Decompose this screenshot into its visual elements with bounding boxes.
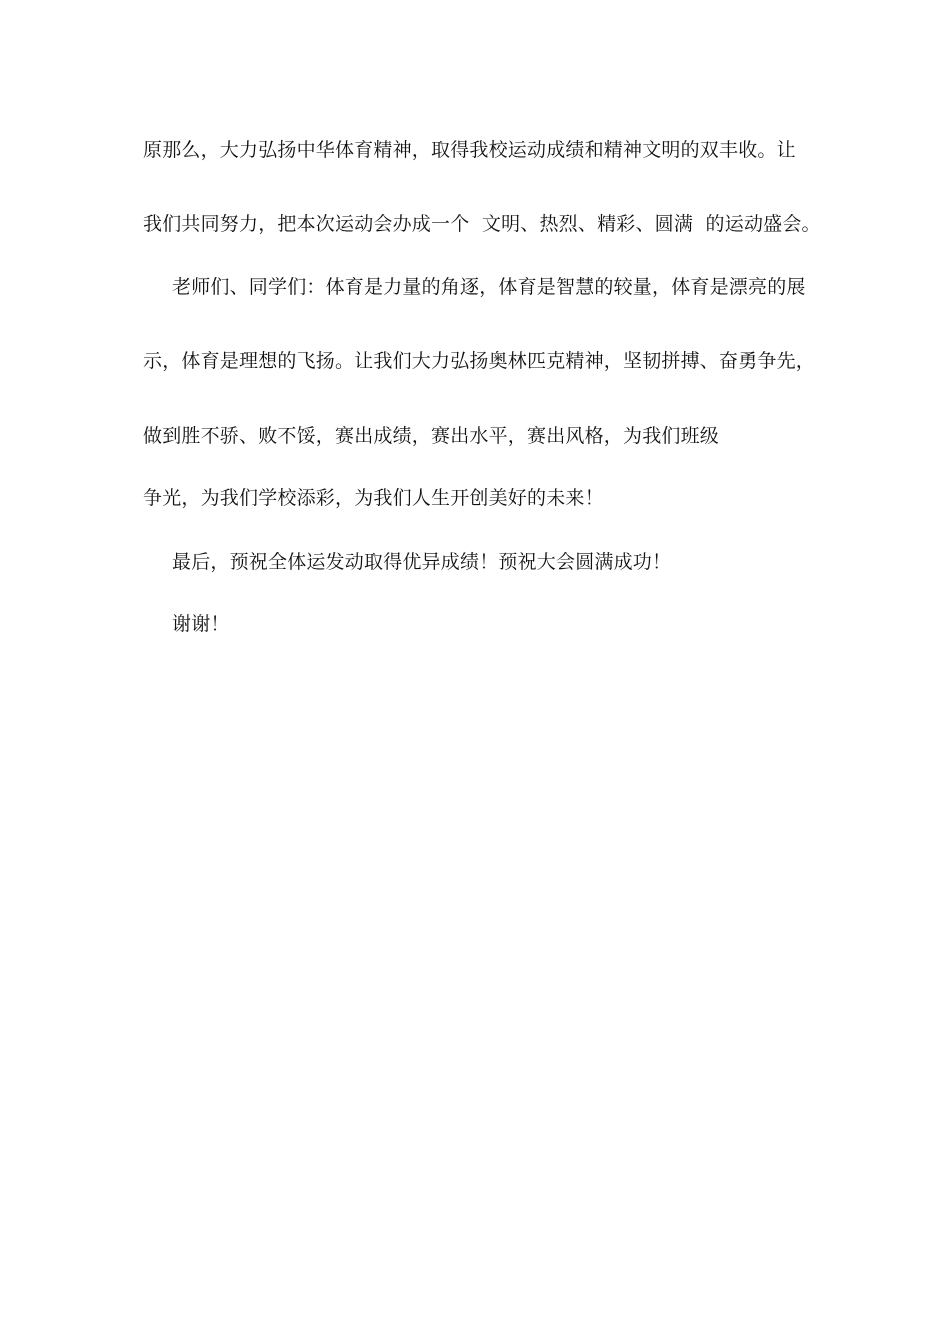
paragraph-line: 示，体育是理想的飞扬。让我们大力弘扬奥林匹克精神，坚韧拼搏、奋勇争先， [143,350,816,372]
paragraph-line: 老师们、同学们：体育是力量的角逐，体育是智慧的较量，体育是漂亮的展 [172,276,806,298]
paragraph-line: 最后，预祝全体运发动取得优异成绩！预祝大会圆满成功！ [172,551,672,573]
paragraph-line: 做到胜不骄、败不馁，赛出成绩，赛出水平，赛出风格，为我们班级 [143,425,720,447]
paragraph-line: 我们共同努力，把本次运动会办成一个 文明、热烈、精彩、圆满 的运动盛会。 [143,213,821,235]
paragraph-line: 原那么，大力弘扬中华体育精神，取得我校运动成绩和精神文明的双丰收。让 [143,139,796,161]
paragraph-line: 争光，为我们学校添彩，为我们人生开创美好的未来！ [143,487,604,509]
closing-line: 谢谢！ [172,613,230,635]
